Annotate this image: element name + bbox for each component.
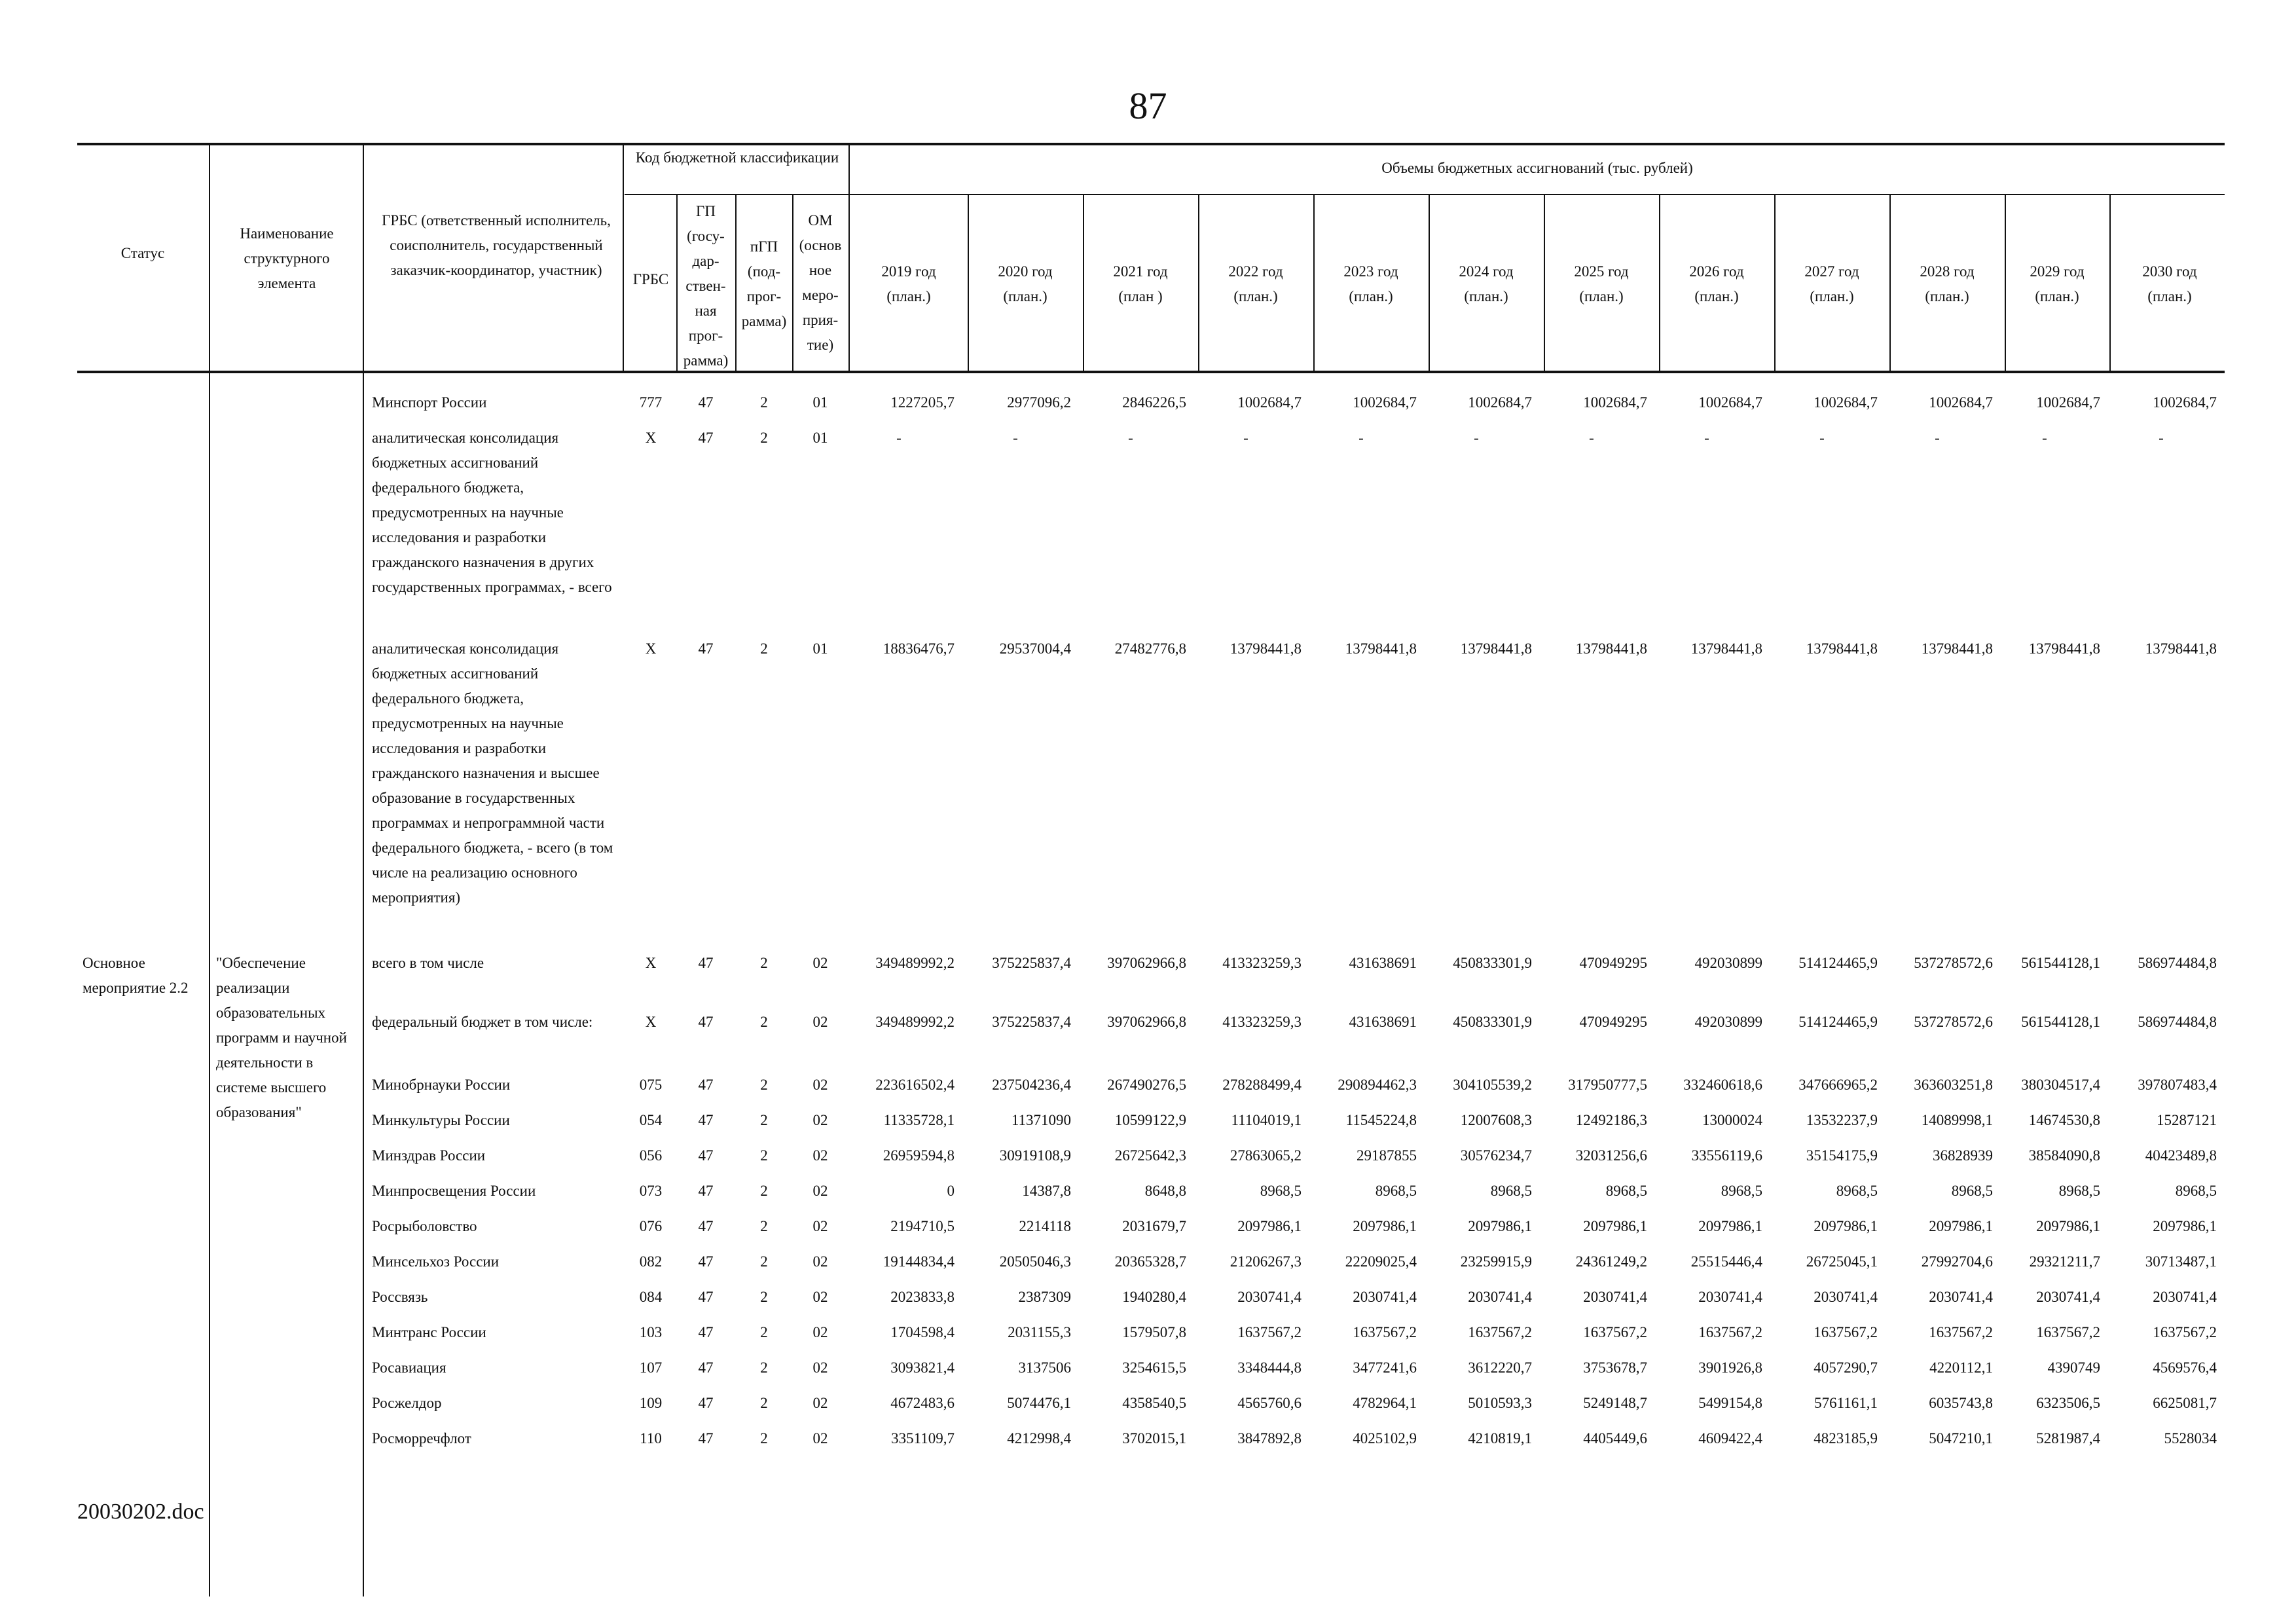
value-cell: 4220112,1 (1929, 1359, 1993, 1376)
value-cell: 397062966,8 (1107, 955, 1186, 971)
value-cell: 2977096,2 (1007, 394, 1071, 411)
code-gp: 47 (698, 430, 714, 446)
code-om: 01 (812, 640, 828, 657)
value-cell: 413323259,3 (1222, 1014, 1302, 1030)
value-cell: 3612220,7 (1468, 1359, 1532, 1376)
value-cell: 1704598,4 (890, 1324, 955, 1340)
value-cell: 1637567,2 (1237, 1324, 1302, 1340)
value-cell: 2030741,4 (1698, 1289, 1762, 1305)
value-cell: 1002684,7 (2036, 394, 2100, 411)
value-cell: 14089998,1 (1921, 1112, 1993, 1128)
header-grbs-long: ГРБС (ответственный исполнитель, соисполнитель, государственный заказчик-координатор, участник) (382, 212, 611, 278)
value-cell: 30576234,7 (1460, 1147, 1532, 1164)
code-pgp: 2 (760, 955, 768, 971)
value-cell: 25515446,4 (1690, 1253, 1762, 1270)
value-cell: 4569576,4 (2153, 1359, 2217, 1376)
value-cell: 24361249,2 (1575, 1253, 1647, 1270)
code-grbs: 777 (639, 394, 663, 411)
value-cell: 349489992,2 (875, 1014, 955, 1030)
value-cell: 27482776,8 (1114, 640, 1186, 657)
code-grbs: 103 (639, 1324, 663, 1340)
code-pgp: 2 (760, 1077, 768, 1093)
code-grbs: 056 (639, 1147, 663, 1164)
header-year: 2030 год (план.) (2142, 263, 2197, 304)
value-cell: 1002684,7 (1237, 394, 1302, 411)
code-pgp: 2 (760, 1218, 768, 1234)
value-cell: 290894462,3 (1338, 1077, 1417, 1093)
code-grbs: 109 (639, 1395, 663, 1411)
row-label: Минтранс России (372, 1324, 486, 1340)
value-cell: 8968,5 (1605, 1183, 1647, 1199)
value-cell: 2097986,1 (1813, 1218, 1878, 1234)
value-cell: 492030899 (1694, 955, 1762, 971)
value-cell: 3477241,6 (1353, 1359, 1417, 1376)
code-om: 02 (812, 1147, 828, 1164)
value-cell: 4405449,6 (1583, 1430, 1647, 1447)
value-cell: 21206267,3 (1230, 1253, 1302, 1270)
value-cell: 3901926,8 (1698, 1359, 1762, 1376)
value-cell: 30919108,9 (999, 1147, 1071, 1164)
value-cell: 38584090,8 (2028, 1147, 2100, 1164)
row-label: аналитическая консолидация бюджетных ассигнований федерального бюджета, предусмотренных на научные исследования и разработки гражданского назначения и высшее образование в государственных программах и непрограммной части федерального бюджета, - всего (в том числе на реализацию основного мероприятия) (372, 640, 613, 906)
value-cell: 29321211,7 (2029, 1253, 2100, 1270)
value-cell: 1002684,7 (1583, 394, 1647, 411)
value-cell: 3254615,5 (1122, 1359, 1186, 1376)
value-cell: 317950777,5 (1568, 1077, 1647, 1093)
value-cell: 13798441,8 (1806, 640, 1878, 657)
code-om: 02 (812, 1430, 828, 1447)
row-label: Минкультуры России (372, 1112, 510, 1128)
value-cell: 347666965,2 (1798, 1077, 1878, 1093)
value-cell: 3702015,1 (1122, 1430, 1186, 1447)
header-year: 2022 год (план.) (1228, 263, 1283, 304)
value-cell: 2194710,5 (890, 1218, 955, 1234)
value-cell: 1637567,2 (2036, 1324, 2100, 1340)
value-cell: 6323506,5 (2036, 1395, 2100, 1411)
value-cell: 1940280,4 (1122, 1289, 1186, 1305)
code-om: 02 (812, 1324, 828, 1340)
value-cell: - (2159, 430, 2164, 446)
value-cell: 12007608,3 (1460, 1112, 1532, 1128)
code-gp: 47 (698, 640, 714, 657)
code-pgp: 2 (760, 1112, 768, 1128)
value-cell: 1002684,7 (1468, 394, 1532, 411)
value-cell: 20505046,3 (999, 1253, 1071, 1270)
code-gp: 47 (698, 1077, 714, 1093)
value-cell: 349489992,2 (875, 955, 955, 971)
code-gp: 47 (698, 1014, 714, 1030)
code-om: 02 (812, 1359, 828, 1376)
value-cell: 586974484,8 (2138, 1014, 2217, 1030)
code-om: 02 (812, 1112, 828, 1128)
value-cell: 4212998,4 (1007, 1430, 1071, 1447)
code-pgp: 2 (760, 1289, 768, 1305)
value-cell: 2387309 (1018, 1289, 1071, 1305)
code-pgp: 2 (760, 640, 768, 657)
value-cell: - (2042, 430, 2047, 446)
value-cell: 20365328,7 (1114, 1253, 1186, 1270)
value-cell: 431638691 (1349, 1014, 1417, 1030)
value-cell: 5074476,1 (1007, 1395, 1071, 1411)
value-cell: 267490276,5 (1107, 1077, 1186, 1093)
header-code-group: Код бюджетной классификации (635, 149, 839, 166)
value-cell: 2097986,1 (2036, 1218, 2100, 1234)
value-cell: 26725642,3 (1114, 1147, 1186, 1164)
value-cell: 2030741,4 (1468, 1289, 1532, 1305)
value-cell: 413323259,3 (1222, 955, 1302, 971)
value-cell: 5761161,1 (1814, 1395, 1878, 1411)
value-cell: 26725045,1 (1806, 1253, 1878, 1270)
value-cell: 8968,5 (1951, 1183, 1993, 1199)
code-gp: 47 (698, 1430, 714, 1447)
value-cell: 8968,5 (2058, 1183, 2100, 1199)
code-gp: 47 (698, 1289, 714, 1305)
value-cell: 30713487,1 (2145, 1253, 2217, 1270)
row-label: всего в том числе (372, 955, 484, 971)
value-cell: 8968,5 (1721, 1183, 1762, 1199)
value-cell: 4565760,6 (1237, 1395, 1302, 1411)
value-cell: 431638691 (1349, 955, 1417, 971)
value-cell: 13798441,8 (1690, 640, 1762, 657)
value-cell: 397807483,4 (2138, 1077, 2217, 1093)
row-label: Росрыболовство (372, 1218, 477, 1234)
row-label: Минсельхоз России (372, 1253, 500, 1270)
value-cell: 2097986,1 (2153, 1218, 2217, 1234)
value-cell: 2097986,1 (1698, 1218, 1762, 1234)
row-label: Минспорт России (372, 394, 487, 411)
code-grbs: 075 (639, 1077, 663, 1093)
value-cell: 2030741,4 (2153, 1289, 2217, 1305)
header-year: 2023 год (план.) (1343, 263, 1398, 304)
code-gp: 47 (698, 955, 714, 971)
value-cell: 8968,5 (1375, 1183, 1417, 1199)
code-grbs: X (645, 955, 657, 971)
value-cell: - (1013, 430, 1018, 446)
value-cell: 514124465,9 (1798, 1014, 1878, 1030)
value-cell: 363603251,8 (1914, 1077, 1993, 1093)
value-cell: 4025102,9 (1353, 1430, 1417, 1447)
row-label: Минобрнауки России (372, 1077, 511, 1093)
header-gp: ГП (госу- дар- ствен- ная прог- рамма) (683, 203, 729, 369)
value-cell: - (896, 430, 902, 446)
value-cell: 23259915,9 (1460, 1253, 1532, 1270)
value-cell: 1227205,7 (890, 394, 955, 411)
code-grbs: X (645, 640, 657, 657)
row-label: Росжелдор (372, 1395, 442, 1411)
code-om: 02 (812, 1395, 828, 1411)
value-cell: 1002684,7 (1698, 394, 1762, 411)
value-cell: 304105539,2 (1453, 1077, 1532, 1093)
value-cell: 2030741,4 (1237, 1289, 1302, 1305)
code-gp: 47 (698, 1218, 714, 1234)
value-cell: 5047210,1 (1929, 1430, 1993, 1447)
value-cell: - (1243, 430, 1248, 446)
value-cell: 0 (947, 1183, 955, 1199)
value-cell: 1637567,2 (1353, 1324, 1417, 1340)
value-cell: 8968,5 (1260, 1183, 1302, 1199)
header-name: Наименование структурного элемента (240, 225, 334, 291)
value-cell: 1002684,7 (1813, 394, 1878, 411)
code-grbs: 076 (639, 1218, 663, 1234)
value-cell: 1002684,7 (1353, 394, 1417, 411)
value-cell: 380304517,4 (2021, 1077, 2100, 1093)
value-cell: 537278572,6 (1914, 955, 1993, 971)
group-name: "Обеспечение реализации образовательных программ и научной деятельности в системе высшего образования" (216, 955, 347, 1120)
value-cell: - (1358, 430, 1364, 446)
value-cell: 2846226,5 (1122, 394, 1186, 411)
value-cell: 3348444,8 (1237, 1359, 1302, 1376)
value-cell: 5249148,7 (1583, 1395, 1647, 1411)
code-pgp: 2 (760, 430, 768, 446)
code-gp: 47 (698, 1359, 714, 1376)
value-cell: 561544128,1 (2021, 955, 2100, 971)
value-cell: 375225837,4 (992, 955, 1071, 971)
code-pgp: 2 (760, 1359, 768, 1376)
code-grbs: 073 (639, 1183, 663, 1199)
code-pgp: 2 (760, 1395, 768, 1411)
value-cell: 4609422,4 (1698, 1430, 1762, 1447)
value-cell: 11335728,1 (883, 1112, 955, 1128)
code-om: 02 (812, 1218, 828, 1234)
value-cell: 6035743,8 (1929, 1395, 1993, 1411)
value-cell: 2030741,4 (1583, 1289, 1647, 1305)
value-cell: 40423489,8 (2145, 1147, 2217, 1164)
code-om: 02 (812, 1077, 828, 1093)
value-cell: - (1128, 430, 1133, 446)
code-om: 02 (812, 955, 828, 971)
value-cell: 1579507,8 (1122, 1324, 1186, 1340)
header-year: 2020 год (план.) (998, 263, 1053, 304)
code-grbs: X (645, 1014, 657, 1030)
value-cell: 10599122,9 (1114, 1112, 1186, 1128)
value-cell: 26959594,8 (883, 1147, 955, 1164)
value-cell: 4057290,7 (1813, 1359, 1878, 1376)
value-cell: 2097986,1 (1468, 1218, 1532, 1234)
code-gp: 47 (698, 1183, 714, 1199)
code-pgp: 2 (760, 1253, 768, 1270)
header-status: Статус (120, 245, 165, 261)
value-cell: 11545224,8 (1345, 1112, 1417, 1128)
value-cell: - (1819, 430, 1825, 446)
header-volumes: Объемы бюджетных ассигнований (тыс. рублей) (1381, 160, 1693, 176)
code-grbs: 107 (639, 1359, 663, 1376)
code-pgp: 2 (760, 1147, 768, 1164)
value-cell: 2097986,1 (1353, 1218, 1417, 1234)
value-cell: 470949295 (1579, 955, 1647, 971)
code-pgp: 2 (760, 394, 768, 411)
value-cell: 237504236,4 (992, 1077, 1071, 1093)
value-cell: 8968,5 (1836, 1183, 1878, 1199)
value-cell: 1637567,2 (1929, 1324, 1993, 1340)
value-cell: 3137506 (1018, 1359, 1071, 1376)
value-cell: - (1935, 430, 1940, 446)
value-cell: 13798441,8 (2145, 640, 2217, 657)
value-cell: 2031155,3 (1008, 1324, 1071, 1340)
value-cell: 2030741,4 (2036, 1289, 2100, 1305)
value-cell: 561544128,1 (2021, 1014, 2100, 1030)
value-cell: 8968,5 (1490, 1183, 1532, 1199)
value-cell: 450833301,9 (1453, 955, 1532, 971)
value-cell: 4672483,6 (890, 1395, 955, 1411)
value-cell: 15287121 (2157, 1112, 2217, 1128)
value-cell: 1002684,7 (1929, 394, 1993, 411)
value-cell: 4210819,1 (1468, 1430, 1532, 1447)
value-cell: 1002684,7 (2153, 394, 2217, 411)
value-cell: 22209025,4 (1345, 1253, 1417, 1270)
code-pgp: 2 (760, 1430, 768, 1447)
header-pgp: пГП (под- прог- рамма) (741, 238, 787, 329)
value-cell: 14387,8 (1022, 1183, 1071, 1199)
header-year: 2028 год (план.) (1920, 263, 1975, 304)
document-id: 20030202.doc (77, 1500, 204, 1524)
code-om: 01 (812, 430, 828, 446)
value-cell: - (1704, 430, 1709, 446)
code-grbs: 054 (639, 1112, 663, 1128)
row-label: федеральный бюджет в том числе: (372, 1014, 593, 1030)
value-cell: 13798441,8 (2028, 640, 2100, 657)
header-year: 2027 год (план.) (1804, 263, 1859, 304)
value-cell: 586974484,8 (2138, 955, 2217, 971)
value-cell: 13532237,9 (1806, 1112, 1878, 1128)
code-om: 02 (812, 1014, 828, 1030)
value-cell: 36828939 (1933, 1147, 1993, 1164)
code-gp: 47 (698, 394, 714, 411)
value-cell: 4782964,1 (1353, 1395, 1417, 1411)
code-grbs: 110 (640, 1430, 662, 1447)
value-cell: 2097986,1 (1929, 1218, 1993, 1234)
value-cell: 2030741,4 (1929, 1289, 1993, 1305)
code-pgp: 2 (760, 1183, 768, 1199)
value-cell: 29537004,4 (999, 640, 1071, 657)
value-cell: 1637567,2 (2153, 1324, 2217, 1340)
value-cell: - (1589, 430, 1594, 446)
value-cell: 19144834,4 (883, 1253, 955, 1270)
code-gp: 47 (698, 1253, 714, 1270)
value-cell: 13798441,8 (1230, 640, 1302, 657)
value-cell: 2097986,1 (1583, 1218, 1647, 1234)
value-cell: 223616502,4 (875, 1077, 955, 1093)
value-cell: 537278572,6 (1914, 1014, 1993, 1030)
value-cell: 5528034 (2164, 1430, 2217, 1447)
value-cell: 2030741,4 (1353, 1289, 1417, 1305)
value-cell: 12492186,3 (1575, 1112, 1647, 1128)
row-label: аналитическая консолидация бюджетных ассигнований федерального бюджета, предусмотренных на научные исследования и разработки гражданского назначения в других государственных программах, - всего (372, 430, 612, 595)
value-cell: 6625081,7 (2153, 1395, 2217, 1411)
value-cell: 13798441,8 (1460, 640, 1532, 657)
value-cell: 11371090 (1011, 1112, 1071, 1128)
value-cell: 2097986,1 (1237, 1218, 1302, 1234)
value-cell: 3351109,7 (891, 1430, 955, 1447)
value-cell: 13798441,8 (1921, 640, 1993, 657)
code-pgp: 2 (760, 1014, 768, 1030)
header-year: 2025 год (план.) (1574, 263, 1629, 304)
code-om: 02 (812, 1253, 828, 1270)
header-year: 2021 год (план ) (1113, 263, 1168, 304)
value-cell: 2031679,7 (1122, 1218, 1186, 1234)
page-number: 87 (1129, 84, 1167, 127)
value-cell: 514124465,9 (1798, 955, 1878, 971)
value-cell: 2023833,8 (890, 1289, 955, 1305)
header-year: 2029 год (план.) (2030, 263, 2085, 304)
value-cell: 2030741,4 (1813, 1289, 1878, 1305)
header-grbs: ГРБС (632, 271, 669, 287)
value-cell: 18836476,7 (883, 640, 955, 657)
row-label: Минпросвещения России (372, 1183, 536, 1199)
value-cell: 8648,8 (1144, 1183, 1186, 1199)
code-gp: 47 (698, 1395, 714, 1411)
value-cell: 27863065,2 (1230, 1147, 1302, 1164)
value-cell: 33556119,6 (1691, 1147, 1762, 1164)
value-cell: 11104019,1 (1231, 1112, 1302, 1128)
row-label: Росавиация (372, 1359, 446, 1376)
code-grbs: X (645, 430, 657, 446)
value-cell: 5010593,3 (1468, 1395, 1532, 1411)
value-cell: - (1474, 430, 1479, 446)
code-grbs: 084 (639, 1289, 663, 1305)
value-cell: 5281987,4 (2036, 1430, 2100, 1447)
code-gp: 47 (698, 1112, 714, 1128)
value-cell: 2214118 (1019, 1218, 1071, 1234)
header-year: 2026 год (план.) (1689, 263, 1744, 304)
value-cell: 3847892,8 (1237, 1430, 1302, 1447)
row-label: Минздрав России (372, 1147, 486, 1164)
value-cell: 397062966,8 (1107, 1014, 1186, 1030)
value-cell: 32031256,6 (1575, 1147, 1647, 1164)
code-om: 02 (812, 1183, 828, 1199)
header-year: 2024 год (план.) (1459, 263, 1514, 304)
group-status: Основное мероприятие 2.2 (82, 955, 189, 996)
value-cell: 8968,5 (2175, 1183, 2217, 1199)
value-cell: 5499154,8 (1698, 1395, 1762, 1411)
value-cell: 4823185,9 (1813, 1430, 1878, 1447)
code-om: 01 (812, 394, 828, 411)
value-cell: 3753678,7 (1583, 1359, 1647, 1376)
row-label: Росморречфлот (372, 1430, 471, 1447)
value-cell: 1637567,2 (1698, 1324, 1762, 1340)
value-cell: 375225837,4 (992, 1014, 1071, 1030)
value-cell: 13000024 (1702, 1112, 1762, 1128)
code-pgp: 2 (760, 1324, 768, 1340)
value-cell: 27992704,6 (1921, 1253, 1993, 1270)
row-label: Россвязь (372, 1289, 428, 1305)
value-cell: 470949295 (1579, 1014, 1647, 1030)
value-cell: 29187855 (1357, 1147, 1417, 1164)
value-cell: 4358540,5 (1122, 1395, 1186, 1411)
code-gp: 47 (698, 1324, 714, 1340)
value-cell: 492030899 (1694, 1014, 1762, 1030)
value-cell: 14674530,8 (2028, 1112, 2100, 1128)
value-cell: 3093821,4 (890, 1359, 955, 1376)
header-year: 2019 год (план.) (881, 263, 936, 304)
value-cell: 13798441,8 (1345, 640, 1417, 657)
code-om: 02 (812, 1289, 828, 1305)
value-cell: 332460618,6 (1683, 1077, 1762, 1093)
header-om: ОМ (основ ное меро- прия- тие) (799, 212, 842, 353)
value-cell: 4390749 (2047, 1359, 2100, 1376)
value-cell: 35154175,9 (1806, 1147, 1878, 1164)
value-cell: 1637567,2 (1583, 1324, 1647, 1340)
value-cell: 278288499,4 (1222, 1077, 1302, 1093)
value-cell: 1637567,2 (1468, 1324, 1532, 1340)
value-cell: 1637567,2 (1813, 1324, 1878, 1340)
value-cell: 450833301,9 (1453, 1014, 1532, 1030)
value-cell: 13798441,8 (1575, 640, 1647, 657)
code-grbs: 082 (639, 1253, 663, 1270)
code-gp: 47 (698, 1147, 714, 1164)
